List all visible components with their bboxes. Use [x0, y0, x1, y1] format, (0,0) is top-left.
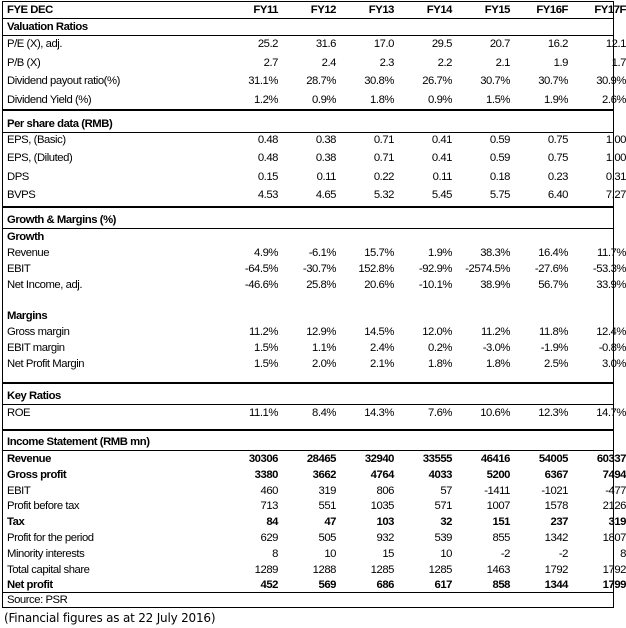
value-cell: 11.1%: [249, 407, 278, 419]
row-label: BVPS: [7, 188, 36, 201]
value-cell: 33555: [422, 453, 452, 465]
value-cell: 10: [324, 547, 336, 560]
table-row: [3, 514, 626, 530]
value-cell: 28465: [306, 453, 336, 465]
value-cell: -64.5%: [244, 263, 278, 276]
value-cell: 33.9%: [596, 279, 626, 292]
row-label: Revenue: [7, 453, 51, 465]
value-cell: 0.38: [315, 152, 336, 165]
value-cell: 11.8%: [539, 326, 568, 338]
value-cell: 505: [318, 532, 336, 544]
value-cell: 0.9%: [312, 93, 336, 106]
value-cell: -1.9%: [540, 342, 568, 355]
value-cell: 1035: [370, 500, 394, 513]
value-cell: 6367: [544, 468, 568, 481]
value-cell: 237: [550, 516, 568, 529]
value-cell: 1799: [602, 579, 626, 592]
value-cell: 855: [492, 532, 510, 544]
value-cell: 17.0: [373, 38, 394, 50]
source-note: Source: PSR: [7, 594, 68, 606]
row-label: EPS, (Basic): [7, 134, 66, 146]
row-label: ROE: [7, 407, 31, 419]
year-header: FY12: [310, 4, 336, 16]
footnote: (Financial figures as at 22 July 2016): [4, 611, 216, 625]
value-cell: 0.9%: [428, 93, 452, 106]
row-label: EBIT: [7, 263, 31, 276]
value-cell: -2: [500, 547, 510, 560]
value-cell: 57: [440, 484, 452, 497]
value-cell: 30.7%: [480, 75, 510, 87]
value-cell: 103: [376, 516, 394, 529]
value-cell: 629: [260, 532, 278, 544]
value-cell: 84: [266, 516, 278, 529]
year-header: FY15: [484, 4, 510, 16]
year-header-row: [3, 2, 626, 18]
table-row: [3, 245, 626, 261]
value-cell: 569: [318, 579, 336, 592]
section-title-row: [3, 388, 613, 404]
value-cell: 11.7%: [597, 247, 626, 259]
value-cell: -3.0%: [482, 342, 510, 355]
value-cell: 4.53: [257, 188, 278, 201]
value-cell: 0.11: [432, 170, 452, 183]
value-cell: 1.1%: [312, 342, 336, 355]
table-row: [3, 467, 626, 483]
value-cell: 1792: [544, 563, 568, 576]
table-row: [3, 498, 626, 514]
value-cell: -46.6%: [244, 279, 278, 292]
table-row: [3, 577, 626, 593]
value-cell: 1.9%: [544, 93, 568, 106]
table-row: [3, 73, 626, 89]
value-cell: 20.6%: [364, 279, 394, 292]
section-title: Key Ratios: [7, 390, 61, 402]
value-cell: 15.7%: [364, 247, 394, 259]
table-row: [3, 562, 626, 578]
value-cell: 4.9%: [254, 247, 278, 259]
value-cell: -0.8%: [598, 342, 626, 355]
value-cell: 12.1: [605, 38, 626, 50]
value-cell: 713: [260, 500, 278, 513]
table-row: [3, 324, 626, 340]
value-cell: 0.41: [431, 152, 452, 165]
value-cell: 5.75: [489, 188, 510, 201]
row-label: P/E (X), adj.: [7, 38, 63, 50]
row-label: EPS, (Diluted): [7, 152, 73, 165]
value-cell: 1285: [428, 563, 452, 576]
value-cell: 2.1%: [370, 358, 394, 371]
subsection-title: Margins: [7, 310, 48, 322]
section-title: Valuation Ratios: [7, 21, 88, 33]
value-cell: 551: [318, 500, 336, 513]
subsection-title-row: [3, 229, 613, 245]
value-cell: 1807: [602, 532, 626, 544]
table-row: [3, 132, 626, 148]
value-cell: 2.2: [437, 56, 452, 69]
value-cell: 6.40: [547, 188, 568, 201]
value-cell: 31.6: [315, 38, 336, 50]
table-row: [3, 55, 626, 71]
row-label: P/B (X): [7, 56, 41, 69]
value-cell: 14.3%: [364, 407, 394, 419]
value-cell: 1.00: [605, 152, 626, 165]
value-cell: 0.2%: [428, 342, 452, 355]
value-cell: 14.5%: [364, 326, 394, 338]
row-label: Net profit: [7, 579, 53, 592]
subsection-title: Growth: [7, 231, 44, 243]
value-cell: 2.1: [495, 56, 510, 69]
value-cell: 1285: [370, 563, 394, 576]
table-row: [3, 356, 626, 372]
value-cell: 12.3%: [538, 407, 568, 419]
value-cell: 47: [324, 516, 336, 529]
value-cell: 1344: [544, 579, 568, 592]
value-cell: 38.9%: [480, 279, 510, 292]
table-row: [3, 261, 626, 277]
value-cell: 2126: [602, 500, 626, 513]
value-cell: -1411: [484, 484, 510, 497]
value-cell: -53.3%: [592, 263, 626, 276]
row-label: Total capital share: [7, 563, 90, 576]
value-cell: 1.8%: [370, 93, 394, 106]
value-cell: 1792: [602, 563, 626, 576]
value-cell: 1.5%: [486, 93, 510, 106]
value-cell: 151: [492, 516, 510, 529]
table-row: [3, 187, 626, 203]
value-cell: 4033: [428, 468, 452, 481]
value-cell: 0.75: [547, 152, 568, 165]
value-cell: 10: [440, 547, 452, 560]
value-cell: -1021: [541, 484, 568, 497]
value-cell: 7.27: [605, 188, 626, 201]
value-cell: 26.7%: [422, 75, 452, 87]
value-cell: 1.8%: [486, 358, 510, 371]
value-cell: 686: [376, 579, 394, 592]
row-label: EBIT margin: [7, 342, 65, 355]
row-label: Dividend payout ratio(%): [7, 75, 120, 87]
financial-table: [2, 1, 626, 608]
value-cell: 319: [608, 516, 626, 529]
value-cell: 0.18: [489, 170, 510, 183]
value-cell: 11.2%: [249, 326, 278, 338]
value-cell: 1.9: [553, 56, 568, 69]
value-cell: -27.6%: [534, 263, 568, 276]
value-cell: 1.2%: [254, 93, 278, 106]
year-header: FY14: [426, 4, 452, 16]
section-title: Income Statement (RMB mn): [7, 436, 150, 448]
value-cell: 3662: [312, 468, 336, 481]
value-cell: 2.3: [379, 56, 394, 69]
row-label: Profit for the period: [7, 532, 94, 544]
table-row: [3, 340, 626, 356]
value-cell: 1578: [544, 500, 568, 513]
value-cell: 7.6%: [428, 407, 452, 419]
divider: [3, 206, 613, 208]
divider: [3, 382, 613, 384]
value-cell: 60337: [596, 453, 626, 465]
table-row: [3, 483, 626, 499]
value-cell: 20.7: [489, 38, 510, 50]
value-cell: 1.5%: [254, 342, 278, 355]
value-cell: -10.1%: [418, 279, 452, 292]
section-title-row: [3, 212, 613, 228]
row-label: EBIT: [7, 484, 31, 497]
value-cell: 29.5: [431, 38, 452, 50]
value-cell: 54005: [538, 453, 568, 465]
section-title-row: [3, 116, 613, 132]
value-cell: 25.8%: [306, 279, 336, 292]
subsection-title-row: [3, 308, 613, 324]
value-cell: 30.9%: [596, 75, 626, 87]
value-cell: 460: [260, 484, 278, 497]
row-label: Gross profit: [7, 468, 67, 481]
value-cell: 28.7%: [306, 75, 336, 87]
value-cell: 46416: [480, 453, 510, 465]
value-cell: 15: [382, 547, 394, 560]
value-cell: 1.9%: [428, 247, 452, 259]
row-label: Profit before tax: [7, 500, 80, 513]
value-cell: 1.00: [605, 134, 626, 146]
table-row: [3, 277, 626, 293]
value-cell: 32: [440, 516, 452, 529]
value-cell: 12.9%: [306, 326, 336, 338]
value-cell: 0.59: [489, 152, 510, 165]
value-cell: 571: [434, 500, 452, 513]
divider: [3, 429, 613, 431]
row-label: Net Income, adj.: [7, 279, 83, 292]
value-cell: 0.71: [373, 152, 394, 165]
value-cell: 11.2%: [481, 326, 510, 338]
value-cell: 31.1%: [248, 75, 278, 87]
value-cell: 0.41: [431, 134, 452, 146]
row-label: Gross margin: [7, 326, 70, 338]
value-cell: 0.22: [373, 170, 394, 183]
section-title: Growth & Margins (%): [7, 214, 116, 226]
value-cell: 0.48: [257, 152, 278, 165]
value-cell: 8: [620, 547, 626, 560]
value-cell: 4764: [370, 468, 394, 481]
table-row: [3, 451, 626, 467]
value-cell: 12.0%: [422, 326, 452, 338]
value-cell: 12.4%: [596, 326, 626, 338]
source-row: [3, 592, 613, 608]
value-cell: 858: [492, 579, 510, 592]
value-cell: -30.7%: [302, 263, 336, 276]
value-cell: 2.0%: [312, 358, 336, 371]
row-label: Revenue: [7, 247, 50, 259]
section-title-row: [3, 19, 613, 35]
row-label: Tax: [7, 516, 25, 529]
value-cell: 10.6%: [480, 407, 510, 419]
table-row: [3, 150, 626, 166]
section-title: Per share data (RMB): [7, 118, 113, 130]
value-cell: 1007: [486, 500, 510, 513]
year-header: FY13: [368, 4, 394, 16]
value-cell: -6.1%: [308, 247, 336, 259]
value-cell: 3.0%: [602, 358, 626, 371]
year-header: FY16F: [536, 4, 568, 16]
value-cell: 1.8%: [428, 358, 452, 371]
value-cell: 4.65: [315, 188, 336, 201]
row-label: Minority interests: [7, 547, 85, 560]
value-cell: 0.38: [315, 134, 336, 146]
value-cell: 5.45: [431, 188, 452, 201]
value-cell: 806: [376, 484, 394, 497]
value-cell: -2: [558, 547, 568, 560]
value-cell: 16.4%: [538, 247, 568, 259]
value-cell: 0.15: [257, 170, 278, 183]
value-cell: 5.32: [373, 188, 394, 201]
value-cell: 7494: [602, 468, 626, 481]
value-cell: 2.4: [321, 56, 336, 69]
value-cell: 932: [376, 532, 394, 544]
value-cell: 30.8%: [364, 75, 394, 87]
row-label: DPS: [7, 170, 29, 183]
value-cell: 2.6%: [602, 93, 626, 106]
value-cell: 2.5%: [544, 358, 568, 371]
value-cell: 5200: [486, 468, 510, 481]
value-cell: -477: [605, 484, 626, 497]
value-cell: 0.59: [489, 134, 510, 146]
value-cell: 1463: [486, 563, 510, 576]
value-cell: 0.23: [547, 170, 568, 183]
value-cell: 1288: [312, 563, 336, 576]
value-cell: 1.5%: [254, 358, 278, 371]
table-row: [3, 546, 626, 562]
value-cell: 38.3%: [480, 247, 510, 259]
value-cell: 2.4%: [370, 342, 394, 355]
value-cell: 0.11: [316, 170, 336, 183]
value-cell: 25.2: [257, 38, 278, 50]
value-cell: 0.71: [373, 134, 394, 146]
value-cell: 8.4%: [312, 407, 336, 419]
value-cell: 2.7: [263, 56, 278, 69]
value-cell: -2574.5%: [465, 263, 510, 276]
value-cell: 0.75: [547, 134, 568, 146]
value-cell: 1342: [544, 532, 568, 544]
value-cell: -92.9%: [418, 263, 452, 276]
value-cell: 1.7: [611, 56, 626, 69]
value-cell: 1289: [254, 563, 278, 576]
section-title-row: [3, 434, 613, 450]
year-header: FY17F: [594, 4, 626, 16]
table-row: [3, 92, 626, 108]
value-cell: 30306: [248, 453, 278, 465]
value-cell: 152.8%: [358, 263, 394, 276]
value-cell: 32940: [364, 453, 394, 465]
value-cell: 14.7%: [596, 407, 626, 419]
year-header: FY11: [253, 4, 278, 16]
value-cell: 3380: [254, 468, 278, 481]
row-label: Net Profit Margin: [7, 358, 85, 371]
table-row: [3, 530, 626, 546]
fye-label: FYE DEC: [7, 4, 53, 16]
value-cell: 452: [260, 579, 278, 592]
table-row: [3, 36, 626, 52]
value-cell: 8: [272, 547, 278, 560]
value-cell: 16.2: [547, 38, 568, 50]
value-cell: 56.7%: [538, 279, 568, 292]
value-cell: 539: [434, 532, 452, 544]
value-cell: 617: [434, 579, 452, 592]
value-cell: 319: [318, 484, 336, 497]
value-cell: 30.7%: [538, 75, 568, 87]
value-cell: 0.31: [605, 170, 626, 183]
table-row: [3, 169, 626, 185]
divider: [3, 109, 613, 111]
value-cell: 0.48: [257, 134, 278, 146]
table-row: [3, 405, 626, 421]
row-label: Dividend Yield (%): [7, 93, 92, 106]
